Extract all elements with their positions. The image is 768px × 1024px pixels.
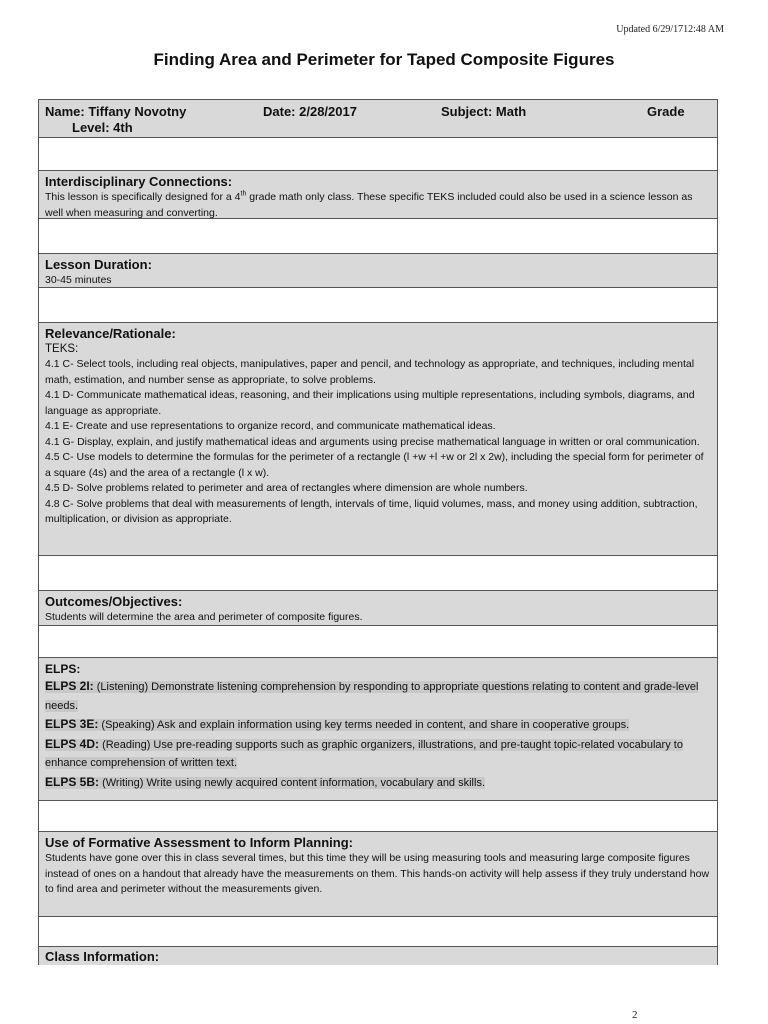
duration-text: 30-45 minutes (45, 274, 112, 286)
info-row (39, 99, 717, 137)
elps-item: ELPS 4D: (Reading) Use pre-reading supports such as graphic organizers, illustrations, and pre-taught topic-related vocabulary to enhance comprehension of written text. (45, 736, 683, 769)
duration-heading: Lesson Duration: (45, 257, 152, 272)
teks-item: 4.1 E- Create and use representations to organize record, and communicate mathematical ideas. (45, 420, 496, 432)
spacer-row (39, 218, 717, 253)
interdisciplinary-heading: Interdisciplinary Connections: (45, 174, 233, 189)
spacer-row (39, 916, 717, 946)
formative-text: Students have gone over this in class several times, but this time they will be using measuring tools and measuring large composite figures instead of ones on a handout that already have the measurements on them. This hands-on activity will help assess if they truly understand how to find area and perimeter without the measurements given. (45, 852, 710, 895)
grade-label: Grade (647, 104, 685, 119)
updated-timestamp: Updated 6/29/1712:48 AM (616, 24, 724, 35)
outcomes-text: Students will determine the area and perimeter of composite figures. (45, 611, 363, 623)
page-number: 2 (632, 1009, 638, 1021)
duration-section (39, 253, 717, 287)
class-info-section (39, 946, 717, 965)
teks-item: 4.1 G- Display, explain, and justify mathematical ideas and arguments using precise mathematical language in written or oral communication. (45, 435, 700, 448)
interdisciplinary-text: This lesson is specifically designed for a 4th grade math only class. These specific TEKS included could also be used in a science lesson as well when measuring and converting. (45, 190, 693, 219)
formative-assessment-section (39, 831, 717, 916)
class-info-heading: Class Information: (45, 949, 160, 964)
elps-item: ELPS 3E: (Speaking) Ask and explain information using key terms needed in content, and share in cooperative groups. (45, 717, 630, 731)
spacer-row (39, 287, 717, 322)
spacer-row (39, 555, 717, 590)
teks-item: 4.1 C- Select tools, including real objects, manipulatives, paper and pencil, and technology as appropriate, and techniques, including mental math, estimation, and number sense as appropriate, to solve problems. (45, 358, 695, 386)
lesson-date: Date: 2/28/2017 (263, 104, 357, 119)
teacher-name: Name: Tiffany Novotny (45, 104, 187, 119)
formative-heading: Use of Formative Assessment to Inform Planning: (45, 835, 353, 850)
elps-item: ELPS 2I: (Listening) Demonstrate listening comprehension by responding to appropriate questions relating to content and grade-level needs. (45, 679, 699, 712)
interdisciplinary-section (39, 170, 717, 218)
subject: Subject: Math (441, 104, 527, 119)
document-title: Finding Area and Perimeter for Taped Composite Figures (153, 50, 615, 69)
lesson-plan-form (38, 99, 718, 965)
elps-section (39, 657, 717, 800)
outcomes-section (39, 590, 717, 625)
elps-heading: ELPS: (45, 662, 81, 676)
teks-item: 4.5 D- Solve problems related to perimeter and area of rectangles where dimension are whole numbers. (45, 482, 528, 494)
spacer-row (39, 625, 717, 657)
spacer-row (39, 137, 717, 170)
teks-label: TEKS: (45, 343, 79, 355)
teks-item: 4.5 C- Use models to determine the formulas for the perimeter of a rectangle (l +w +l +w or 2l x 2w), including the special form for perimeter of a square (4s) and the area of a rectangle (l x w). (45, 451, 704, 479)
grade-level: Level: 4th (72, 120, 133, 135)
relevance-heading: Relevance/Rationale: (45, 326, 176, 341)
relevance-section (39, 322, 717, 555)
outcomes-heading: Outcomes/Objectives: (45, 594, 183, 609)
spacer-row (39, 800, 717, 831)
teks-item: 4.8 C- Solve problems that deal with measurements of length, intervals of time, liquid volumes, mass, and money using addition, subtraction, multiplication, or division as appropriate. (45, 497, 698, 525)
teks-item: 4.1 D- Communicate mathematical ideas, reasoning, and their implications using multiple representations, including symbols, diagrams, and language as appropriate. (45, 389, 695, 417)
elps-item: ELPS 5B: (Writing) Write using newly acquired content information, vocabulary and skills. (45, 774, 485, 789)
